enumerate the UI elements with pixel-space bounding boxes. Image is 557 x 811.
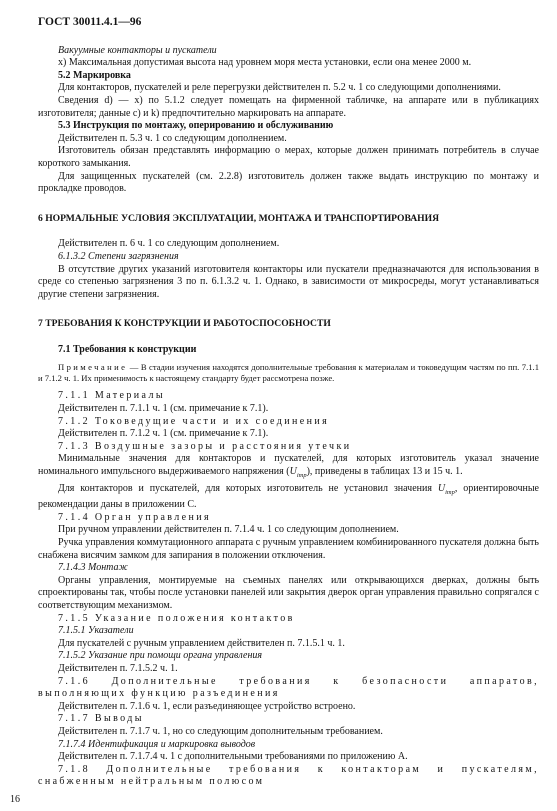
symbol-imp: imp [296,472,307,480]
section-heading-7: 7 ТРЕБОВАНИЯ К КОНСТРУКЦИИ И РАБОТОСПОСОБНОСТИ [38,318,331,330]
clause-heading-7-1-8: 7.1.8 Дополнительные требования к контакторам и пускателям, снабженным нейтральным полюсом [38,763,539,788]
paragraph: Ручка управления коммутационного аппарата с ручным управлением комбинированного пускателя должна быть снабжена висячим замком для запирания в положении отключения. [38,537,539,561]
clause-heading-7-1-1: 7.1.1 Материалы [58,390,165,402]
clause-heading-7-1-6: 7.1.6 Дополнительные требования к безопасности аппаратов, выполняющих функцию разъединения [38,675,539,700]
clause-heading-7-1-7: 7.1.7 Выводы [58,713,144,725]
subheading-vacuum: Вакуумные контакторы и пускатели [58,44,217,56]
page-number: 16 [10,794,20,805]
note-label: Примечание [58,362,128,373]
symbol-u: U [437,482,446,494]
clause-heading-5-3: 5.3 Инструкция по монтажу, оперированию и обслуживанию [58,120,334,132]
paragraph: Для защищенных пускателей (см. 2.2.8) изготовитель должен также выдать инструкцию по монтажу и прокладке проводов. [38,170,539,195]
paragraph: Действителен п. 7.1.6 ч. 1, если разъединяющее устройство встроено. [58,700,356,712]
paragraph: х) Максимальная допустимая высота над уровнем моря места установки, если она менее 2000 м. [58,57,472,69]
symbol-u: U [289,466,297,478]
clause-heading-6-1-3-2: 6.1.3.2 Степени загрязнения [58,250,179,262]
paragraph: Действителен п. 7.1.5.2 ч. 1. [58,662,178,674]
paragraph: При ручном управлении действителен п. 7.1.4 ч. 1 со следующим дополнением. [58,524,399,536]
document-header: ГОСТ 30011.4.1—96 [38,16,142,28]
paragraph: Минимальные значения для контакторов и пускателей, для которых изготовитель указал значение номинального импульсного выдерживаемого напряжения $(U_{imp})$, приведены в таблицах 13 и 15 ч. 1. [38,453,539,480]
paragraph: Сведения d) — х) по 5.1.2 следует помещать на фирменной табличке, на аппарате или в публикациях изготовителя; данные с) и k) предпочтительно маркировать на аппарате. [38,94,539,119]
note-text: — В стадии изучения находятся дополнительные требования к материалам и токоведущим частям по пп. 7.1.1 и 7.1.2 ч. 1. Их применимость к настоящему стандарту будет рассмотрена позже. [38,362,539,384]
clause-heading-7-1-3: 7.1.3 Воздушные зазоры и расстояния утечки [58,440,352,452]
paragraph: Для контакторов и пускателей, для которых изготовитель не установил значения $U_{imp}$, ориентировочные рекомендации даны в приложении С. [38,482,539,511]
clause-heading-7-1: 7.1 Требования к конструкции [58,343,197,355]
clause-heading-7-1-5: 7.1.5 Указание положения контактов [58,612,295,624]
paragraph: Для контакторов, пускателей и реле перегрузки действителен п. 5.2 ч. 1 со следующими дополнениями. [58,82,501,94]
clause-heading-7-1-5-1: 7.1.5.1 Указатели [58,625,134,637]
paragraph: В отсутствие других указаний изготовителя контакторы или пускатели предназначаются для использования в среде со степенью загрязнения 3 по п. 6.1.3.2 ч. 1. Однако, в зависимости от микросреды, могут устанавливаться другие степени загрязнения. [38,263,539,300]
paragraph: Для пускателей с ручным управлением действителен п. 7.1.5.1 ч. 1. [58,637,345,649]
paragraph: Действителен п. 7.1.1 ч. 1 (см. примечание к 7.1). [58,403,269,415]
paragraph: Действителен п. 5.3 ч. 1 со следующим дополнением. [58,132,287,144]
paragraph: Действителен п. 7.1.2 ч. 1 (см. примечание к 7.1). [58,428,269,440]
clause-heading-7-1-7-4: 7.1.7.4 Идентификация и маркировка выводов [58,738,256,750]
section-heading-6: 6 НОРМАЛЬНЫЕ УСЛОВИЯ ЭКСПЛУАТАЦИИ, МОНТАЖА И ТРАНСПОРТИРОВАНИЯ [38,212,440,224]
paragraph: Органы управления, монтируемые на съемных панелях или открывающихся дверках, должны быть спроектированы так, чтобы после установки панелей или закрытия дверок орган управления правильно сопрягался с соответствующим механизмом. [38,574,539,611]
paragraph: Действителен п. 6 ч. 1 со следующим дополнением. [58,238,280,250]
note [38,362,539,384]
paragraph: Действителен п. 7.1.7.4 ч. 1 с дополнительными требованиями по приложению А. [58,751,408,763]
clause-heading-5-2: 5.2 Маркировка [58,69,131,81]
clause-heading-7-1-4: 7.1.4 Орган управления [58,511,212,523]
paragraph: Действителен п. 7.1.7 ч. 1, но со следующим дополнительным требованием. [58,725,383,737]
clause-heading-7-1-5-2: 7.1.5.2 Указание при помощи органа управления [58,650,263,662]
clause-heading-7-1-4-3: 7.1.4.3 Монтаж [58,562,128,574]
clause-heading-7-1-2: 7.1.2 Токоведущие части и их соединения [58,415,330,427]
paragraph: Изготовитель обязан представлять информацию о мерах, которые должен принимать потребитель в случае короткого замыкания. [38,145,539,169]
symbol-imp: imp [445,488,455,496]
